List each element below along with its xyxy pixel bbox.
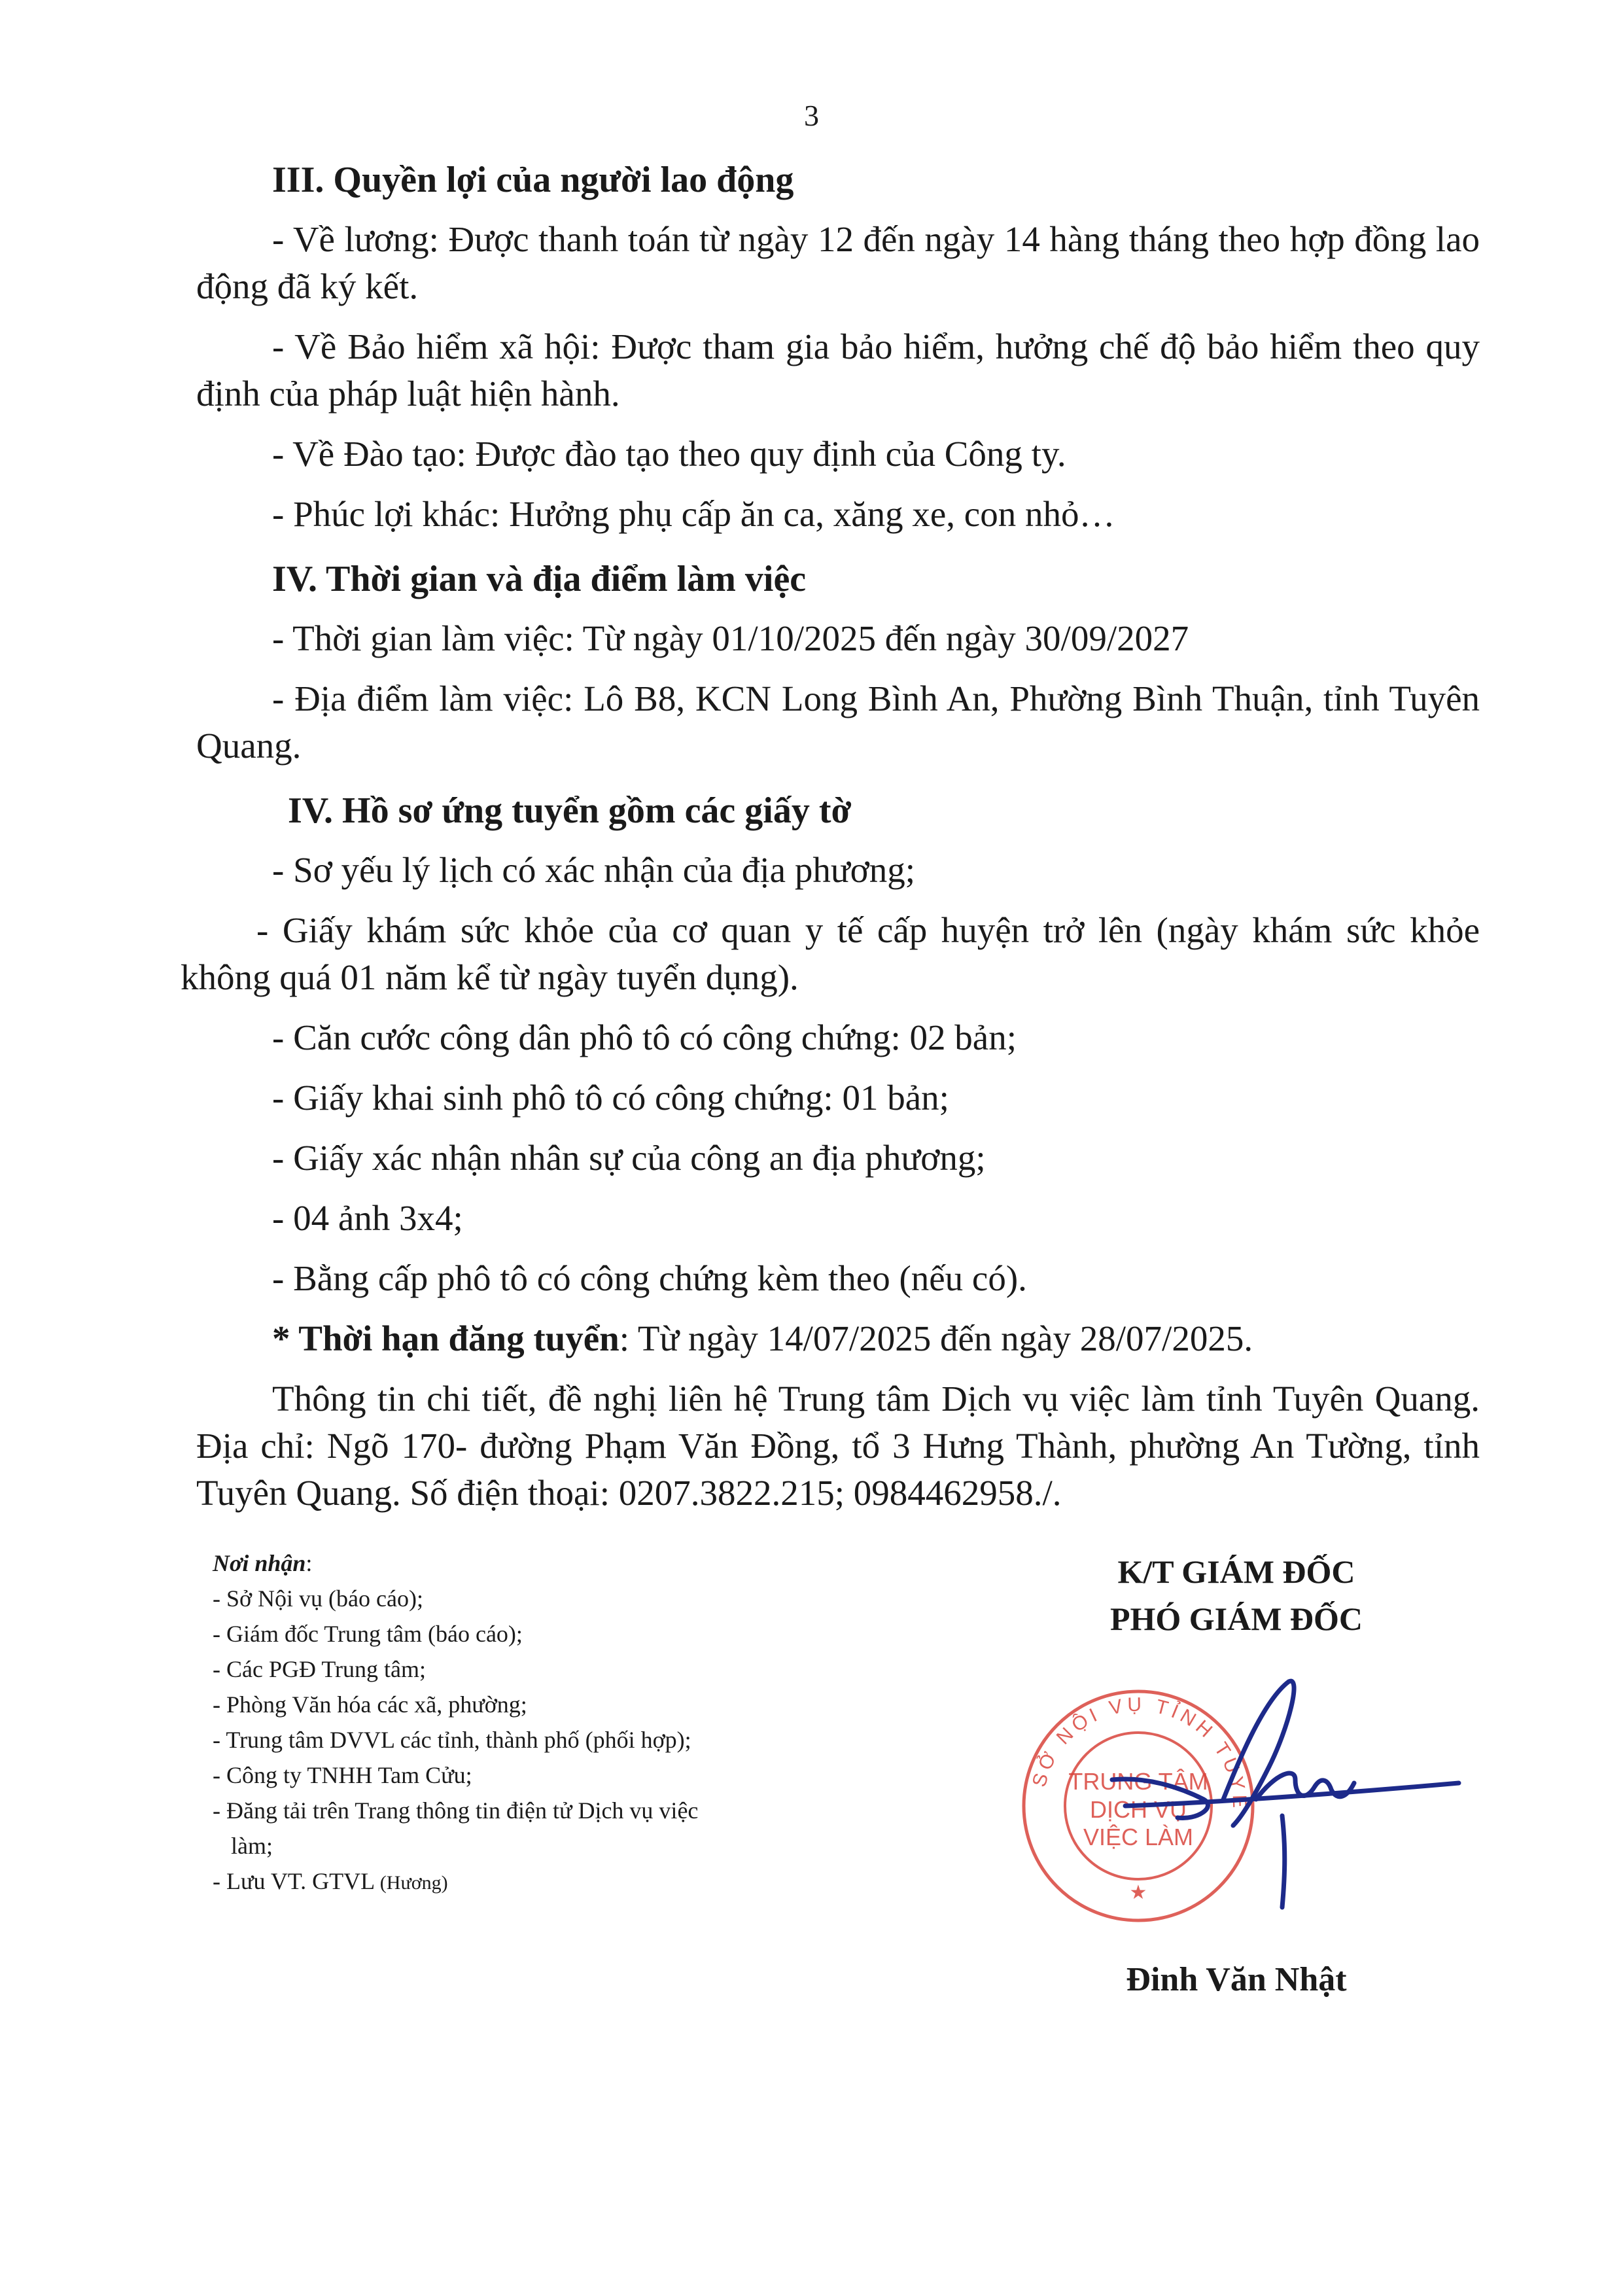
recipient-item: làm; [231,1833,273,1859]
worktime-period: - Thời gian làm việc: Từ ngày 01/10/2025 đến ngày 30/09/2027 [272,618,1189,658]
archive-label: - Lưu VT. GTVL [213,1868,374,1894]
signature-title-line2: PHÓ GIÁM ĐỐC [1109,1600,1363,1637]
benefit-insurance: - Về Bảo hiểm xã hội: Được tham gia bảo hiểm, hưởng chế độ bảo hiểm theo quy định của pháp luật hiện hành. [196,327,1480,414]
page-number: 3 [804,99,819,132]
recipients-block [213,1545,867,1901]
document-body [181,152,1480,1530]
document-item: - Căn cước công dân phô tô có công chứng: 02 bản; [272,1017,1017,1057]
recipients-heading [213,1545,867,1581]
deadline-value: : Từ ngày 14/07/2025 đến ngày 28/07/2025. [619,1318,1253,1358]
deadline-label: * Thời hạn đăng tuyển [272,1318,620,1358]
stamp-text-line2: DỊCH VỤ [1089,1796,1187,1823]
recipient-item-archive [213,1863,867,1901]
signature-title-line1: K/T GIÁM ĐỐC [1117,1553,1355,1590]
document-item: - 04 ảnh 3x4; [272,1198,463,1238]
recipient-item: - Phòng Văn hóa các xã, phường; [213,1691,527,1718]
stamp-and-signature [1007,1642,1465,1956]
recipients-title: Nơi nhận [213,1550,306,1576]
document-item: - Giấy khai sinh phô tô có công chứng: 01 bản; [272,1078,949,1118]
stamp-text-line3: VIỆC LÀM [1083,1824,1194,1850]
section-heading-worktime: IV. Thời gian và địa điểm làm việc [272,559,807,599]
recipient-item: - Trung tâm DVVL các tỉnh, thành phố (phối hợp); [213,1727,691,1753]
worktime-location: - Địa điểm làm việc: Lô B8, KCN Long Bình An, Phường Bình Thuận, tỉnh Tuyên Quang. [196,679,1480,766]
recipient-item: - Sở Nội vụ (báo cáo); [213,1585,423,1612]
section-heading-benefits: III. Quyền lợi của người lao động [272,160,794,200]
document-item: - Bằng cấp phô tô có công chứng kèm theo (nếu có). [272,1258,1027,1298]
benefit-other: - Phúc lợi khác: Hưởng phụ cấp ăn ca, xăng xe, con nhỏ… [272,494,1115,534]
benefit-salary: - Về lương: Được thanh toán từ ngày 12 đến ngày 14 hàng tháng theo hợp đồng lao động đã ký kết. [196,219,1480,306]
recipient-item: - Các PGĐ Trung tâm; [213,1656,427,1682]
deadline-line [196,1315,1480,1362]
signer-name: Đinh Văn Nhật [1126,1961,1347,1998]
section-heading-documents: IV. Hồ sơ ứng tuyển gồm các giấy tờ [288,790,852,831]
benefit-training: - Về Đào tạo: Được đào tạo theo quy định của Công ty. [272,434,1066,474]
archive-note: (Hương) [379,1872,448,1894]
stamp-star-icon: ★ [1129,1881,1147,1904]
stamp-text-line1: TRUNG TÂM [1068,1768,1208,1795]
contact-paragraph: Thông tin chi tiết, đề nghị liên hệ Trung tâm Dịch vụ việc làm tỉnh Tuyên Quang. Địa chỉ: Ngõ 170- đường Phạm Văn Đồng, tổ 3 Hưng Thành, phường An Tường, tỉnh Tuyên Quang. Số điện thoại: 0207.3822.215; 0984462958./. [196,1379,1480,1513]
document-item: - Giấy khám sức khỏe của cơ quan y tế cấp huyện trở lên (ngày khám sức khỏe không quá 01 năm kể từ ngày tuyển dụng). [181,910,1480,997]
signature-block [1007,1548,1465,2004]
recipient-item: - Giám đốc Trung tâm (báo cáo); [213,1621,523,1647]
recipient-item: - Công ty TNHH Tam Cửu; [213,1762,472,1788]
official-stamp [1007,1642,1465,1956]
stamp-ring-text: SỞ NỘI VỤ TỈNH TUYÊ [1028,1693,1251,1812]
recipients-colon: : [305,1550,313,1576]
recipient-item: - Đăng tải trên Trang thông tin điện tử Dịch vụ việc [213,1797,699,1824]
document-item: - Sơ yếu lý lịch có xác nhận của địa phương; [272,850,915,890]
document-item: - Giấy xác nhận nhân sự của công an địa phương; [272,1138,986,1178]
